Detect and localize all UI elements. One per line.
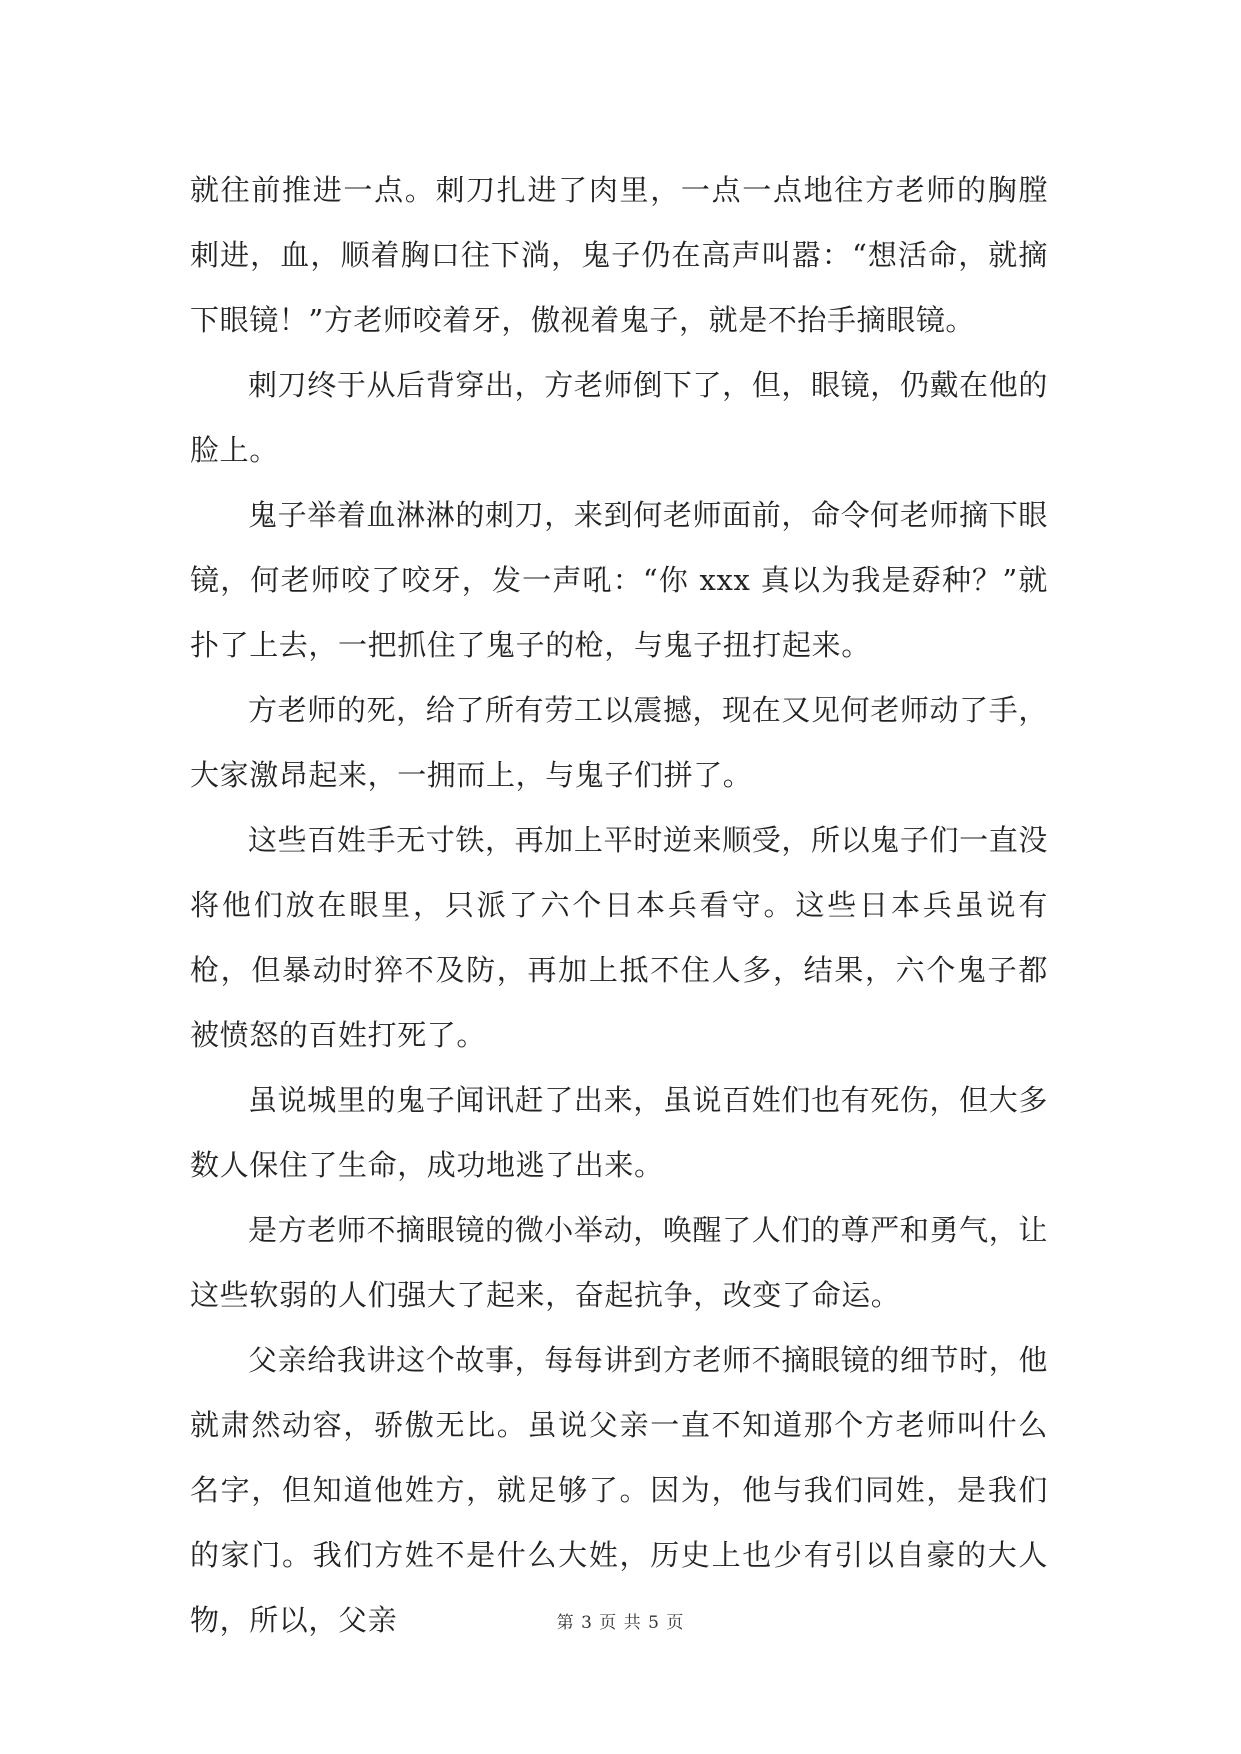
body-text xyxy=(190,158,1048,1653)
paragraph-6: 虽说城里的鬼子闻讯赶了出来，虽说百姓们也有死伤，但大多数人保住了生命，成功地逃了出来。 xyxy=(190,1083,1048,1182)
paragraph-8: 父亲给我讲这个故事，每每讲到方老师不摘眼镜的细节时，他就肃然动容，骄傲无比。虽说父亲一直不知道那个方老师叫什么名字，但知道他姓方，就足够了。因为，他与我们同姓，是我们的家门。我们方姓不是什么大姓，历史上也少有引以自豪的大人物，所以，父亲 xyxy=(190,1343,1048,1637)
paragraph-7: 是方老师不摘眼镜的微小举动，唤醒了人们的尊严和勇气，让这些软弱的人们强大了起来，奋起抗争，改变了命运。 xyxy=(190,1213,1048,1312)
paragraph-2: 刺刀终于从后背穿出，方老师倒下了，但，眼镜，仍戴在他的脸上。 xyxy=(190,368,1048,467)
paragraph-1: 就往前推进一点。刺刀扎进了肉里，一点一点地往方老师的胸膛刺进，血，顺着胸口往下淌，鬼子仍在高声叫嚣：“想活命，就摘下眼镜！”方老师咬着牙，傲视着鬼子，就是不抬手摘眼镜。 xyxy=(190,173,1048,337)
page-footer: 第 3 页 共 5 页 xyxy=(556,1613,685,1633)
paragraph-3: 鬼子举着血淋淋的刺刀，来到何老师面前，命令何老师摘下眼镜，何老师咬了咬牙，发一声吼：“你 xxx 真以为我是孬种？”就扑了上去，一把抓住了鬼子的枪，与鬼子扭打起来。 xyxy=(190,498,1048,662)
paragraph-4: 方老师的死，给了所有劳工以震撼，现在又见何老师动了手，大家激昂起来，一拥而上，与鬼子们拼了。 xyxy=(190,693,1048,792)
paragraph-5: 这些百姓手无寸铁，再加上平时逆来顺受，所以鬼子们一直没将他们放在眼里，只派了六个日本兵看守。这些日本兵虽说有枪，但暴动时猝不及防，再加上抵不住人多，结果，六个鬼子都被愤怒的百姓打死了。 xyxy=(190,823,1048,1052)
